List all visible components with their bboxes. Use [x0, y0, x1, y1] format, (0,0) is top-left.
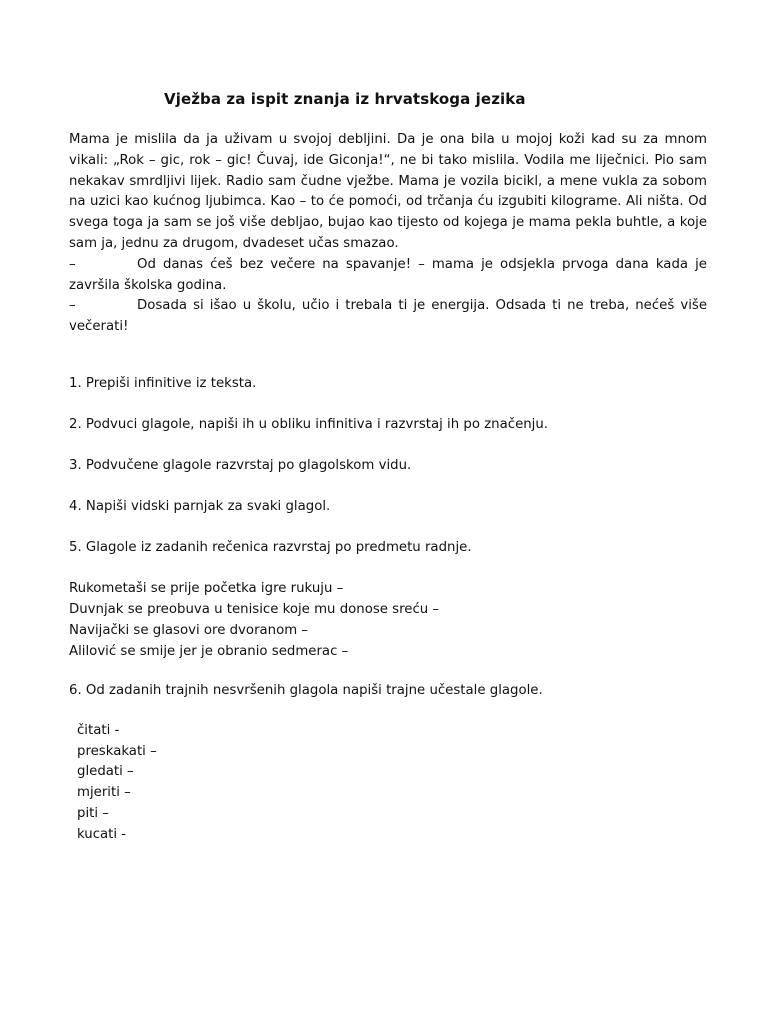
verb-item: kucati -	[77, 826, 127, 842]
sentence-item: Alilović se smije jer je obranio sedmerac –	[69, 644, 349, 659]
dialog-dash: –	[69, 298, 76, 314]
verb-item: čitati -	[77, 723, 120, 738]
dialog-line	[69, 296, 707, 338]
question-3: 3. Podvučene glagole razvrstaj po glagolskom vidu.	[69, 458, 412, 473]
question-6: 6. Od zadanih trajnih nesvršenih glagola napiši trajne učestale glagole.	[69, 683, 543, 698]
verb-item: preskakati –	[77, 743, 157, 759]
question-5: 5. Glagole iz zadanih rečenica razvrstaj po predmetu radnje.	[69, 540, 472, 555]
verb-item: mjeriti –	[77, 785, 131, 801]
story-text	[69, 130, 707, 338]
question-2: 2. Podvuci glagole, napiši ih u obliku infinitiva i razvrstaj ih po značenju.	[69, 417, 549, 432]
question-1: 1. Prepiši infinitive iz teksta.	[69, 376, 257, 391]
dialog-text: Dosada si išao u školu, učio i trebala ti je energija. Odsada ti ne treba, nećeš više večerati!	[69, 298, 707, 335]
dialog-text: Od danas ćeš bez večere na spavanje! – mama je odsjekla prvoga dana kada je završila školska godina.	[69, 256, 707, 293]
dialog-dash: –	[69, 256, 76, 272]
verb-list	[77, 721, 157, 845]
page-title: Vježba za ispit znanja iz hrvatskoga jezika	[164, 90, 526, 108]
verb-item: piti –	[77, 805, 109, 821]
question-4: 4. Napiši vidski parnjak za svaki glagol.	[69, 499, 331, 514]
story-paragraph: Mama je mislila da ja uživam u svojoj debljini. Da je ona bila u mojoj koži kad su za mnom vikali: „Rok – gic, rok – gic! Čuvaj, ide Giconja!“, ne bi tako mislila. Vodila me liječnici. Pio sam nekakav smrdljivi lijek. Radio sam čudne vježbe. Mama je vozila bicikl, a mene vukla za sobom na uzici kao kućnog ljubimca. Kao – to će pomoći, od trčanja ću izgubiti kilograme. Ali ništa. Od svega toga ja sam se još više debljao, bujao kao tijesto od kojega je mama pekla buhtle, a koje sam ja, jednu za drugom, dvadeset učas smazao.	[69, 132, 707, 251]
sentence-list	[69, 578, 439, 662]
sentence-item: Rukometaši se prije početka igre rukuju –	[69, 581, 344, 596]
sentence-item: Duvnjak se preobuva u tenisice koje mu donose sreću –	[69, 602, 440, 617]
dialog-line	[69, 255, 707, 297]
sentence-item: Navijački se glasovi ore dvoranom –	[69, 623, 309, 638]
verb-item: gledati –	[77, 764, 134, 780]
